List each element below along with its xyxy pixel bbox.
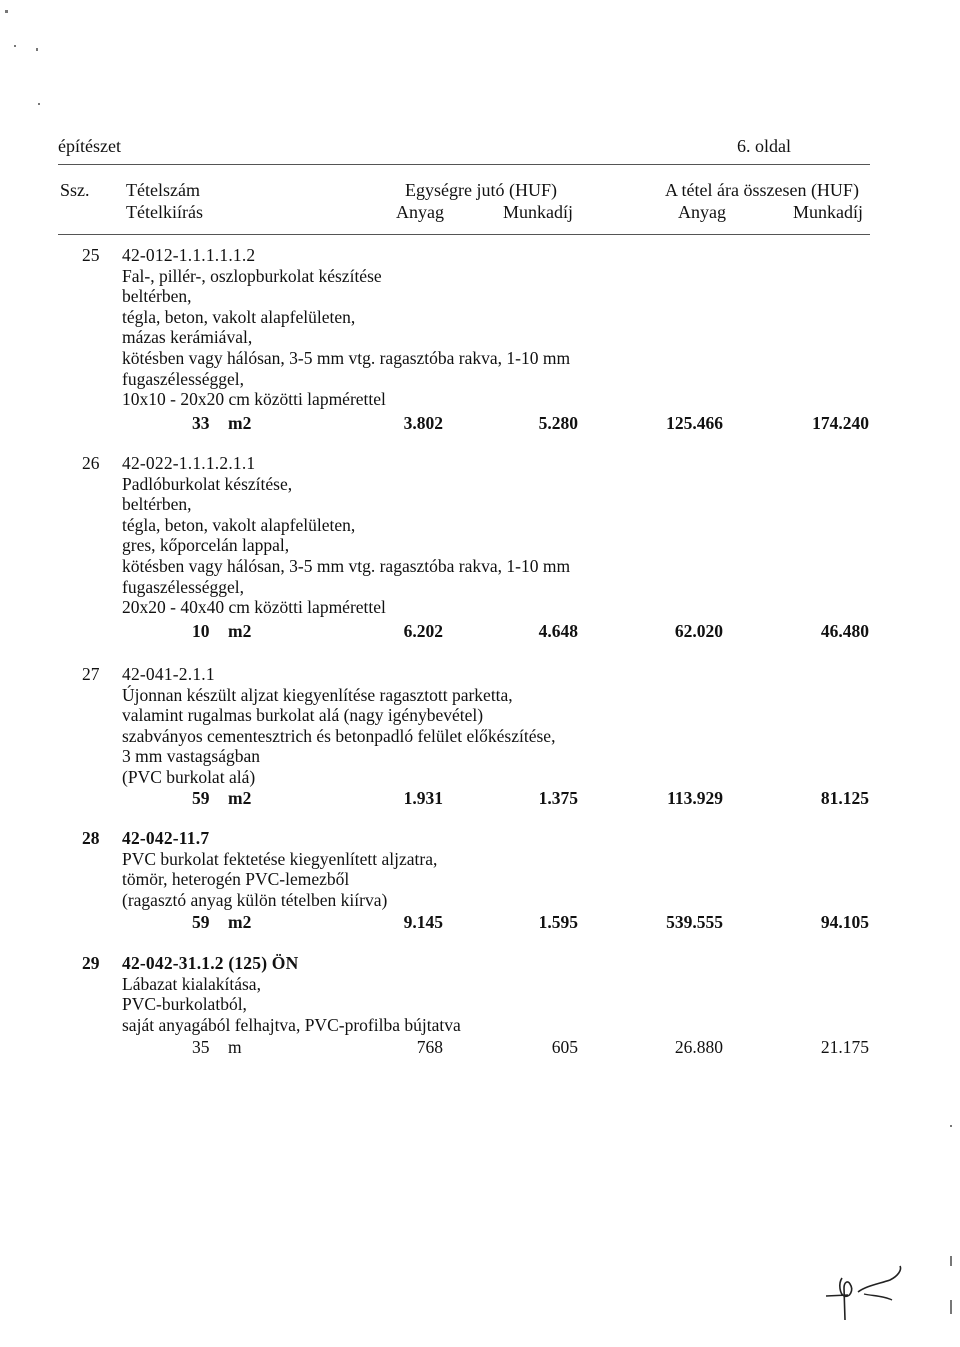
scan-speck <box>950 1256 952 1266</box>
item-code: 42-042-11.7 <box>122 828 210 848</box>
description-line: (PVC burkolat alá) <box>122 766 256 787</box>
unit: m2 <box>228 912 252 932</box>
total-munkadij: 94.105 <box>820 912 869 932</box>
unit-price-munkadij: 605 <box>551 1037 578 1057</box>
total-anyag: 26.880 <box>674 1037 723 1057</box>
item-code: 42-012-1.1.1.1.1.2 <box>122 245 256 265</box>
scan-speck <box>14 45 16 47</box>
col-tetelszam: Tételszám <box>126 180 200 200</box>
unit-price-anyag: 6.202 <box>403 621 443 641</box>
description-line: (ragasztó anyag külön tételben kiírva) <box>122 889 388 910</box>
scan-speck <box>36 48 38 51</box>
description-line: tégla, beton, vakolt alapfelületen, <box>122 514 356 535</box>
quantity: 33 <box>192 413 210 433</box>
item-description <box>122 266 570 410</box>
unit-price-munkadij: 4.648 <box>538 621 578 641</box>
description-line: valamint rugalmas burkolat alá (nagy igénybevétel) <box>122 705 484 726</box>
description-line: beltérben, <box>122 494 192 515</box>
col-osszesen: A tétel ára összesen (HUF) <box>665 180 859 200</box>
item-description <box>122 849 437 911</box>
description-line: PVC burkolat fektetése kiegyenlített aljzatra, <box>122 848 438 869</box>
description-line: 20x20 - 40x40 cm közötti lapmérettel <box>122 597 386 618</box>
header-divider <box>58 164 870 165</box>
columns-divider <box>58 234 870 235</box>
total-anyag: 539.555 <box>666 912 723 932</box>
description-line: tégla, beton, vakolt alapfelületen, <box>122 306 356 327</box>
description-line: kötésben vagy hálósan, 3-5 mm vtg. ragasztóba rakva, 1-10 mm <box>122 555 571 576</box>
total-munkadij: 21.175 <box>820 1037 869 1057</box>
unit: m2 <box>228 788 252 808</box>
item-code: 42-041-2.1.1 <box>122 664 215 684</box>
description-line: fugaszélességgel, <box>122 576 244 597</box>
description-line: gres, kőporcelán lappal, <box>122 535 290 556</box>
total-munkadij: 81.125 <box>820 788 869 808</box>
quantity: 59 <box>192 912 210 932</box>
unit-price-anyag: 768 <box>416 1037 443 1057</box>
unit: m <box>228 1037 242 1057</box>
document-category: építészet <box>58 136 121 156</box>
unit-price-anyag: 9.145 <box>403 912 443 932</box>
unit-price-anyag: 3.802 <box>403 413 443 433</box>
item-number: 28 <box>82 828 100 848</box>
unit-price-anyag: 1.931 <box>403 788 443 808</box>
description-line: Fal-, pillér-, oszlopburkolat készítése <box>122 265 382 286</box>
col-anyag-total: Anyag <box>678 202 726 222</box>
total-anyag: 125.466 <box>666 413 723 433</box>
unit-price-munkadij: 5.280 <box>538 413 578 433</box>
description-line: PVC-burkolatból, <box>122 994 247 1015</box>
col-tetelkiiras: Tételkiírás <box>126 202 203 222</box>
scan-speck <box>38 103 40 105</box>
description-line: Újonnan készült aljzat kiegyenlítése ragasztott parketta, <box>122 684 513 705</box>
col-munkadij-unit: Munkadíj <box>503 202 573 222</box>
item-number: 27 <box>82 664 100 684</box>
total-anyag: 113.929 <box>667 788 723 808</box>
description-line: tömör, heterogén PVC-lemezből <box>122 869 350 890</box>
description-line: kötésben vagy hálósan, 3-5 mm vtg. ragasztóba rakva, 1-10 mm <box>122 347 571 368</box>
col-ssz: Ssz. <box>60 180 90 200</box>
description-line: 10x10 - 20x20 cm közötti lapmérettel <box>122 389 386 410</box>
item-number: 29 <box>82 953 100 973</box>
description-line: beltérben, <box>122 286 192 307</box>
col-anyag-unit: Anyag <box>396 202 444 222</box>
description-line: fugaszélességgel, <box>122 368 244 389</box>
description-line: mázas kerámiával, <box>122 327 253 348</box>
item-code: 42-022-1.1.1.2.1.1 <box>122 453 256 473</box>
description-line: Lábazat kialakítása, <box>122 973 261 994</box>
quantity: 59 <box>192 788 210 808</box>
scan-speck <box>950 1125 952 1127</box>
description-line: saját anyagából felhajtva, PVC-profilba bújtatva <box>122 1014 461 1035</box>
item-code: 42-042-31.1.2 (125) ÖN <box>122 953 299 973</box>
total-munkadij: 46.480 <box>820 621 869 641</box>
col-munkadij-total: Munkadíj <box>793 202 863 222</box>
description-line: szabványos cementesztrich és betonpadló felület előkészítése, <box>122 725 556 746</box>
description-line: Padlóburkolat készítése, <box>122 473 293 494</box>
description-line: 3 mm vastagságban <box>122 746 261 767</box>
total-munkadij: 174.240 <box>812 413 869 433</box>
item-number: 26 <box>82 453 100 473</box>
item-description <box>122 474 570 618</box>
scan-speck <box>950 1300 952 1314</box>
item-description <box>122 974 461 1036</box>
quantity: 10 <box>192 621 210 641</box>
quantity: 35 <box>192 1037 210 1057</box>
scan-speck <box>5 10 8 13</box>
unit: m2 <box>228 621 252 641</box>
unit: m2 <box>228 413 252 433</box>
item-number: 25 <box>82 245 100 265</box>
total-anyag: 62.020 <box>674 621 723 641</box>
page-number: 6. oldal <box>737 136 791 156</box>
col-egysegre: Egységre jutó (HUF) <box>405 180 557 200</box>
unit-price-munkadij: 1.595 <box>538 912 578 932</box>
unit-price-munkadij: 1.375 <box>538 788 578 808</box>
item-description <box>122 685 555 788</box>
handwritten-signature <box>818 1260 908 1340</box>
